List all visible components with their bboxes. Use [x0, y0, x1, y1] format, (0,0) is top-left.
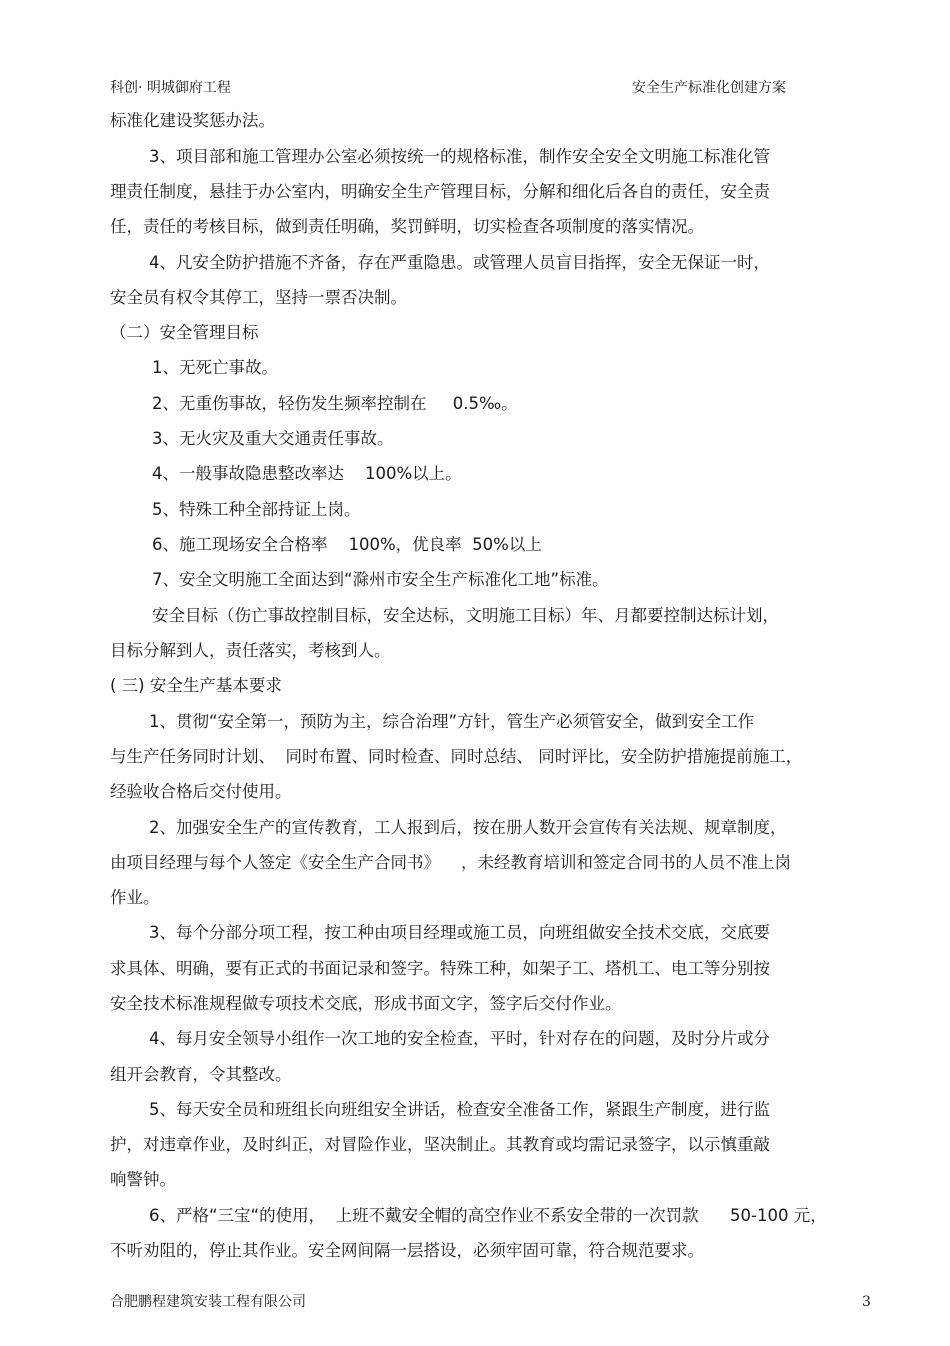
page-number: 3 — [862, 1294, 871, 1310]
paragraph-line: 任，责任的考核目标，做到责任明确，奖罚鲜明，切实检查各项制度的落实情况。 — [110, 217, 704, 236]
paragraph-line: 安全员有权令其停工，坚持一票否决制。 — [110, 288, 407, 307]
paragraph-line: 4、每月安全领导小组作一次工地的安全检查，平时，针对存在的问题，及时分片或分 — [149, 1029, 770, 1048]
paragraph-line: 目标分解到人，责任落实，考核到人。 — [110, 641, 391, 660]
paragraph-line: 6、严格“三宝“的使用， 上班不戴安全帽的高空作业不系安全带的一次罚款 50-100 元， — [149, 1206, 827, 1225]
section-heading: ( 三) 安全生产基本要求 — [110, 676, 282, 695]
header-project-name: 科创· 明城御府工程 — [110, 80, 231, 96]
footer-company-name: 合肥鹏程建筑安装工程有限公司 — [110, 1294, 306, 1310]
paragraph-line: 理责任制度，悬挂于办公室内，明确安全生产管理目标，分解和细化后各自的责任，安全责 — [110, 182, 770, 201]
paragraph-line: 与生产任务同时计划、 同时布置、同时检查、同时总结、 同时评比，安全防护措施提前施工， — [110, 747, 803, 766]
list-item: 5、特殊工种全部持证上岗。 — [152, 500, 361, 519]
paragraph-line: 由项目经理与每个人签定《安全生产合同书》 ，未经教育培训和签定合同书的人员不准上岗 — [110, 853, 791, 872]
paragraph-line: 2、加强安全生产的宣传教育，工人报到后，按在册人数开会宣传有关法规、规章制度， — [149, 818, 787, 837]
paragraph-line: 5、每天安全员和班组长向班组安全讲话，检查安全准备工作，紧跟生产制度，进行监 — [149, 1100, 770, 1119]
paragraph-line: 响警钟。 — [110, 1170, 176, 1189]
list-item: 7、安全文明施工全面达到“滁州市安全生产标准化工地”标准。 — [152, 570, 609, 589]
paragraph-line: 3、每个分部分项工程，按工种由项目经理或施工员，向班组做安全技术交底，交底要 — [149, 923, 770, 942]
paragraph-line: 4、凡安全防护措施不齐备，存在严重隐患。或管理人员盲目指挥，安全无保证一时， — [149, 253, 770, 272]
list-item: 4、一般事故隐患整改率达 100%以上。 — [152, 464, 462, 483]
paragraph-line: 3、项目部和施工管理办公室必须按统一的规格标准，制作安全安全文明施工标准化管 — [149, 147, 770, 166]
list-item: 6、施工现场安全合格率 100%，优良率 50%以上 — [152, 535, 542, 554]
header-document-title: 安全生产标准化创建方案 — [632, 80, 786, 96]
paragraph-line: 安全技术标准规程做专项技术交底，形成书面文字，签字后交付作业。 — [110, 994, 622, 1013]
paragraph-line: 护，对违章作业，及时纠正，对冒险作业，坚决制止。其教育或均需记录签字，以示慎重敲 — [110, 1135, 770, 1154]
paragraph-line: 1、贯彻“安全第一，预防为主，综合治理”方针，管生产必须管安全，做到安全工作 — [149, 712, 755, 731]
paragraph-line: 组开会教育，令其整改。 — [110, 1065, 292, 1084]
section-heading: （二）安全管理目标 — [110, 323, 259, 342]
paragraph-line: 不听劝阻的，停止其作业。安全网间隔一层搭设，必须牢固可靠，符合规范要求。 — [110, 1241, 704, 1260]
paragraph-line: 标准化建设奖惩办法。 — [110, 111, 275, 130]
list-item: 3、无火灾及重大交通责任事故。 — [152, 429, 394, 448]
list-item: 1、无死亡事故。 — [152, 358, 278, 377]
list-item: 2、无重伤事故，轻伤发生频率控制在 0.5‰。 — [152, 394, 518, 413]
paragraph-line: 安全目标（伤亡事故控制目标，安全达标，文明施工目标）年、月都要控制达标计划， — [152, 606, 779, 625]
paragraph-line: 经验收合格后交付使用。 — [110, 782, 292, 801]
paragraph-line: 求具体、明确，要有正式的书面记录和签字。特殊工种，如架子工、塔机工、电工等分别按 — [110, 959, 770, 978]
paragraph-line: 作业。 — [110, 888, 160, 907]
